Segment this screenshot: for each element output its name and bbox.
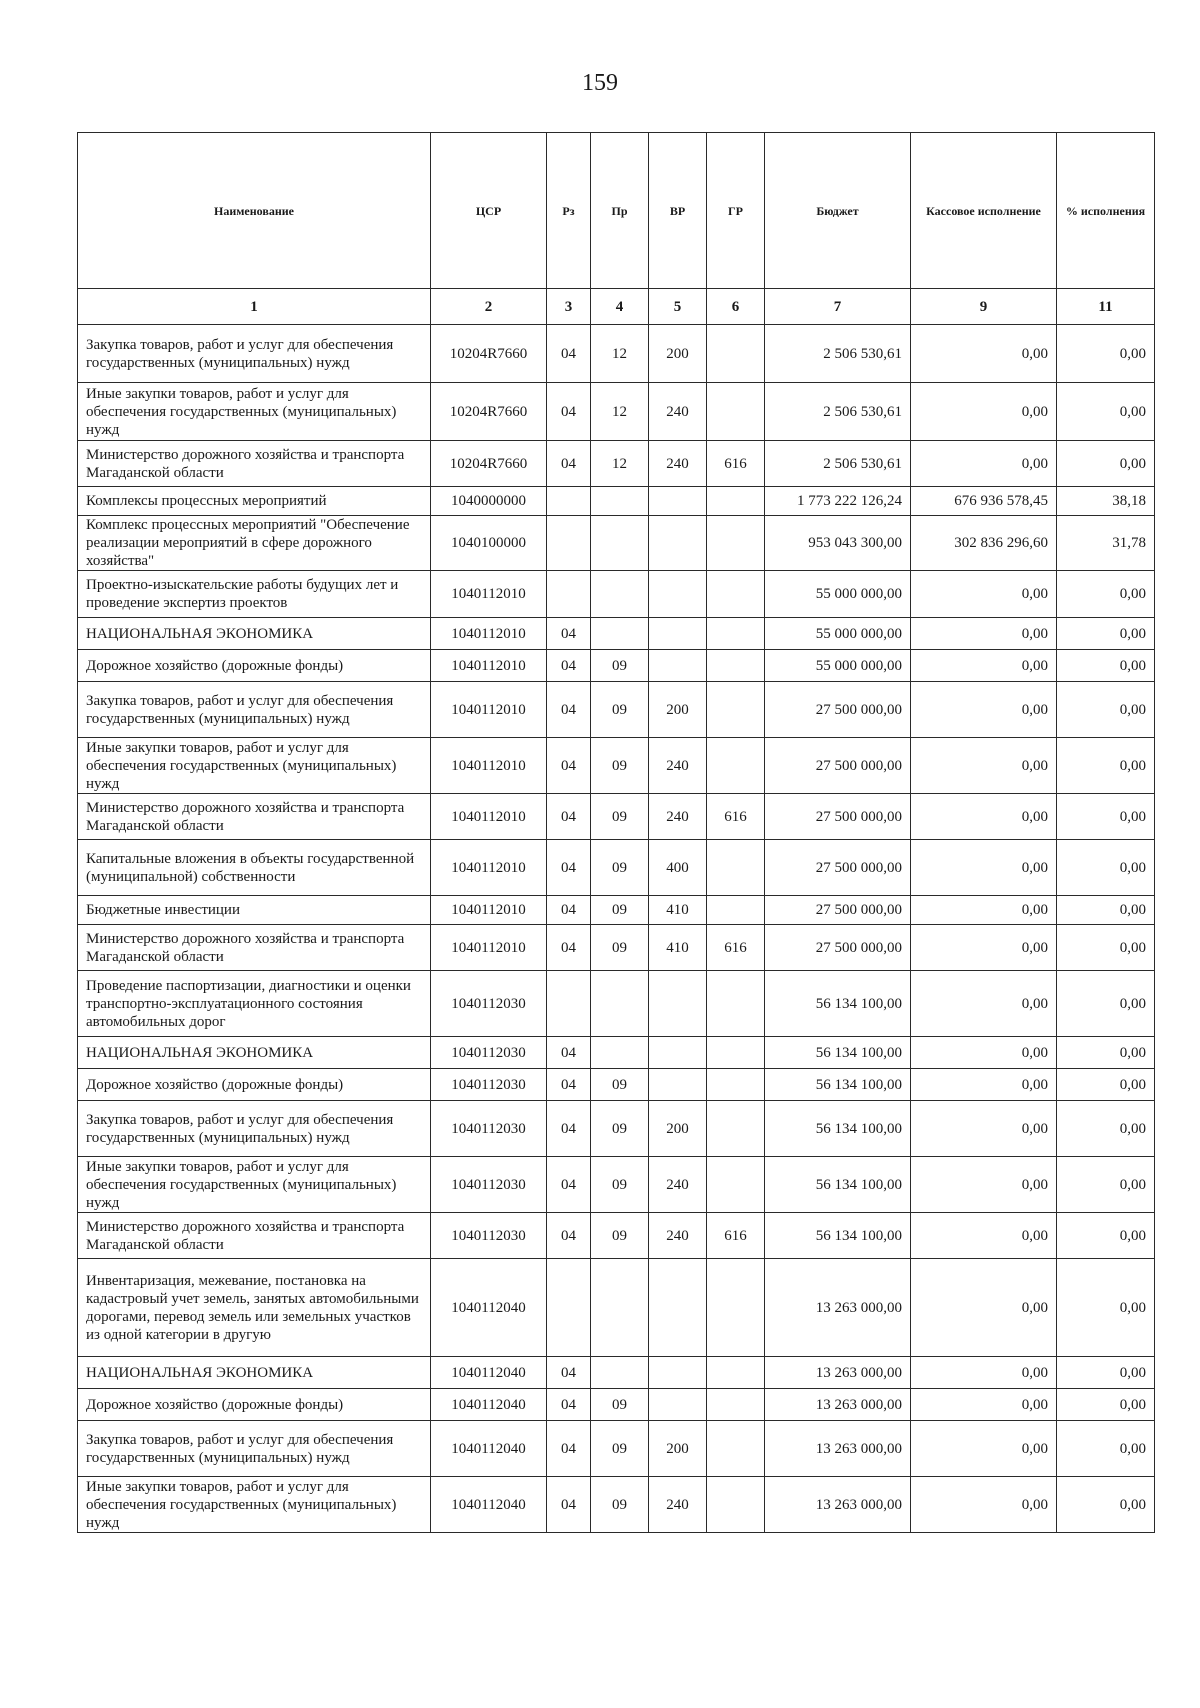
cell-vr: 240 [649, 441, 707, 487]
cell-rz: 04 [547, 383, 591, 441]
table-row [78, 1389, 1155, 1421]
cell-name: НАЦИОНАЛЬНАЯ ЭКОНОМИКА [78, 1037, 431, 1069]
cell-gr: 616 [707, 1213, 765, 1259]
cell-kassovoe: 0,00 [911, 383, 1057, 441]
cell-rz: 04 [547, 840, 591, 896]
cell-budget: 56 134 100,00 [765, 1101, 911, 1157]
cell-gr [707, 571, 765, 618]
cell-csr: 1040112010 [431, 650, 547, 682]
cell-kassovoe: 0,00 [911, 1421, 1057, 1477]
page-number: 159 [582, 70, 618, 96]
budget-execution-table [77, 132, 1155, 1533]
header-vr: ВР [649, 133, 707, 289]
header-kassovoe: Кассовое исполнение [911, 133, 1057, 289]
cell-rz: 04 [547, 794, 591, 840]
cell-rz: 04 [547, 618, 591, 650]
cell-csr: 1040112030 [431, 1037, 547, 1069]
cell-name: Закупка товаров, работ и услуг для обеспечения государственных (муниципальных) нужд [78, 325, 431, 383]
cell-csr: 1040112040 [431, 1389, 547, 1421]
cell-csr: 1040112010 [431, 618, 547, 650]
cell-budget: 13 263 000,00 [765, 1389, 911, 1421]
cell-budget: 2 506 530,61 [765, 325, 911, 383]
cell-percent: 0,00 [1057, 1037, 1155, 1069]
cell-percent: 0,00 [1057, 971, 1155, 1037]
cell-pr: 09 [591, 794, 649, 840]
cell-rz: 04 [547, 1157, 591, 1213]
cell-budget: 56 134 100,00 [765, 1069, 911, 1101]
header-budget: Бюджет [765, 133, 911, 289]
header-percent: % исполнения [1057, 133, 1155, 289]
cell-name: Капитальные вложения в объекты государственной (муниципальной) собственности [78, 840, 431, 896]
column-number: 5 [649, 289, 707, 325]
cell-pr: 09 [591, 896, 649, 925]
table-row [78, 1069, 1155, 1101]
cell-rz: 04 [547, 441, 591, 487]
cell-kassovoe: 0,00 [911, 840, 1057, 896]
cell-kassovoe: 0,00 [911, 1157, 1057, 1213]
table-row [78, 925, 1155, 971]
cell-percent: 0,00 [1057, 441, 1155, 487]
cell-rz [547, 971, 591, 1037]
cell-vr: 410 [649, 925, 707, 971]
cell-vr: 200 [649, 682, 707, 738]
cell-csr: 1040000000 [431, 487, 547, 516]
cell-gr [707, 682, 765, 738]
cell-budget: 27 500 000,00 [765, 738, 911, 794]
cell-pr: 09 [591, 1069, 649, 1101]
cell-gr: 616 [707, 441, 765, 487]
cell-gr [707, 1101, 765, 1157]
cell-rz: 04 [547, 1421, 591, 1477]
cell-pr: 12 [591, 325, 649, 383]
cell-budget: 27 500 000,00 [765, 896, 911, 925]
cell-budget: 1 773 222 126,24 [765, 487, 911, 516]
cell-kassovoe: 0,00 [911, 1037, 1057, 1069]
cell-vr: 240 [649, 738, 707, 794]
cell-rz: 04 [547, 1477, 591, 1533]
cell-rz: 04 [547, 1213, 591, 1259]
cell-vr [649, 1389, 707, 1421]
cell-budget: 13 263 000,00 [765, 1259, 911, 1357]
table-row [78, 487, 1155, 516]
cell-percent: 0,00 [1057, 618, 1155, 650]
cell-kassovoe: 0,00 [911, 618, 1057, 650]
cell-pr [591, 618, 649, 650]
column-number: 1 [78, 289, 431, 325]
cell-percent: 0,00 [1057, 1157, 1155, 1213]
cell-rz: 04 [547, 1037, 591, 1069]
cell-pr [591, 571, 649, 618]
cell-csr: 1040100000 [431, 516, 547, 571]
cell-gr [707, 1477, 765, 1533]
column-number: 4 [591, 289, 649, 325]
cell-budget: 55 000 000,00 [765, 571, 911, 618]
cell-name: Иные закупки товаров, работ и услуг для обеспечения государственных (муниципальных) нужд [78, 1477, 431, 1533]
table-row [78, 325, 1155, 383]
cell-csr: 1040112040 [431, 1357, 547, 1389]
cell-percent: 0,00 [1057, 682, 1155, 738]
table-row [78, 896, 1155, 925]
column-number-row [78, 289, 1155, 325]
cell-name: Дорожное хозяйство (дорожные фонды) [78, 1069, 431, 1101]
table-body [78, 325, 1155, 1533]
cell-csr: 1040112010 [431, 571, 547, 618]
cell-rz [547, 571, 591, 618]
cell-kassovoe: 0,00 [911, 896, 1057, 925]
cell-gr [707, 516, 765, 571]
table-row [78, 650, 1155, 682]
cell-percent: 31,78 [1057, 516, 1155, 571]
table-row [78, 1037, 1155, 1069]
cell-vr [649, 1259, 707, 1357]
cell-budget: 56 134 100,00 [765, 1037, 911, 1069]
cell-percent: 38,18 [1057, 487, 1155, 516]
cell-kassovoe: 0,00 [911, 925, 1057, 971]
cell-gr: 616 [707, 794, 765, 840]
cell-kassovoe: 0,00 [911, 650, 1057, 682]
cell-name: Закупка товаров, работ и услуг для обеспечения государственных (муниципальных) нужд [78, 1101, 431, 1157]
table-row [78, 383, 1155, 441]
cell-rz: 04 [547, 1069, 591, 1101]
cell-pr: 09 [591, 682, 649, 738]
cell-name: НАЦИОНАЛЬНАЯ ЭКОНОМИКА [78, 618, 431, 650]
cell-pr: 09 [591, 840, 649, 896]
cell-rz [547, 516, 591, 571]
cell-vr: 200 [649, 1101, 707, 1157]
header-csr: ЦСР [431, 133, 547, 289]
cell-vr: 410 [649, 896, 707, 925]
cell-pr: 09 [591, 1477, 649, 1533]
cell-rz: 04 [547, 896, 591, 925]
cell-budget: 56 134 100,00 [765, 1213, 911, 1259]
cell-gr [707, 896, 765, 925]
cell-budget: 2 506 530,61 [765, 441, 911, 487]
cell-percent: 0,00 [1057, 1213, 1155, 1259]
cell-rz: 04 [547, 650, 591, 682]
cell-budget: 56 134 100,00 [765, 971, 911, 1037]
cell-rz: 04 [547, 925, 591, 971]
cell-name: Закупка товаров, работ и услуг для обеспечения государственных (муниципальных) нужд [78, 1421, 431, 1477]
cell-name: Закупка товаров, работ и услуг для обеспечения государственных (муниципальных) нужд [78, 682, 431, 738]
column-number: 9 [911, 289, 1057, 325]
cell-gr [707, 487, 765, 516]
cell-csr: 1040112010 [431, 925, 547, 971]
cell-vr [649, 650, 707, 682]
table-row [78, 1157, 1155, 1213]
cell-vr [649, 516, 707, 571]
cell-budget: 27 500 000,00 [765, 925, 911, 971]
cell-rz: 04 [547, 1357, 591, 1389]
cell-csr: 1040112030 [431, 1101, 547, 1157]
cell-vr [649, 1037, 707, 1069]
cell-pr: 09 [591, 1213, 649, 1259]
cell-percent: 0,00 [1057, 1357, 1155, 1389]
cell-gr [707, 840, 765, 896]
cell-budget: 55 000 000,00 [765, 650, 911, 682]
table-row [78, 441, 1155, 487]
cell-vr: 240 [649, 383, 707, 441]
table-row [78, 971, 1155, 1037]
header-gr: ГР [707, 133, 765, 289]
cell-kassovoe: 302 836 296,60 [911, 516, 1057, 571]
cell-gr [707, 1421, 765, 1477]
cell-rz [547, 487, 591, 516]
cell-csr: 1040112010 [431, 794, 547, 840]
cell-name: Проектно-изыскательские работы будущих лет и проведение экспертиз проектов [78, 571, 431, 618]
cell-budget: 27 500 000,00 [765, 682, 911, 738]
cell-csr: 1040112010 [431, 682, 547, 738]
cell-kassovoe: 0,00 [911, 441, 1057, 487]
cell-pr: 09 [591, 1101, 649, 1157]
cell-kassovoe: 0,00 [911, 1389, 1057, 1421]
table-row [78, 1357, 1155, 1389]
cell-budget: 55 000 000,00 [765, 618, 911, 650]
cell-vr [649, 487, 707, 516]
cell-budget: 2 506 530,61 [765, 383, 911, 441]
cell-kassovoe: 0,00 [911, 971, 1057, 1037]
cell-name: Иные закупки товаров, работ и услуг для обеспечения государственных (муниципальных) нужд [78, 1157, 431, 1213]
cell-name: Министерство дорожного хозяйства и транспорта Магаданской области [78, 1213, 431, 1259]
cell-csr: 10204R7660 [431, 383, 547, 441]
table-row [78, 1101, 1155, 1157]
table-row [78, 840, 1155, 896]
cell-name: Бюджетные инвестиции [78, 896, 431, 925]
cell-pr [591, 1037, 649, 1069]
cell-kassovoe: 0,00 [911, 325, 1057, 383]
cell-gr [707, 1357, 765, 1389]
cell-rz: 04 [547, 1101, 591, 1157]
cell-vr [649, 618, 707, 650]
cell-gr [707, 325, 765, 383]
cell-gr: 616 [707, 925, 765, 971]
cell-csr: 1040112040 [431, 1477, 547, 1533]
cell-gr [707, 1037, 765, 1069]
cell-vr: 200 [649, 1421, 707, 1477]
cell-percent: 0,00 [1057, 1389, 1155, 1421]
cell-budget: 27 500 000,00 [765, 794, 911, 840]
cell-pr: 09 [591, 738, 649, 794]
cell-percent: 0,00 [1057, 738, 1155, 794]
cell-budget: 13 263 000,00 [765, 1357, 911, 1389]
table-row [78, 1477, 1155, 1533]
cell-gr [707, 738, 765, 794]
cell-pr: 12 [591, 441, 649, 487]
cell-name: Министерство дорожного хозяйства и транспорта Магаданской области [78, 441, 431, 487]
table-row [78, 1213, 1155, 1259]
column-number: 2 [431, 289, 547, 325]
cell-rz: 04 [547, 682, 591, 738]
cell-name: Иные закупки товаров, работ и услуг для обеспечения государственных (муниципальных) нужд [78, 738, 431, 794]
header-row [78, 133, 1155, 289]
cell-csr: 1040112030 [431, 1213, 547, 1259]
cell-csr: 10204R7660 [431, 325, 547, 383]
cell-pr [591, 516, 649, 571]
cell-vr [649, 1357, 707, 1389]
cell-name: Министерство дорожного хозяйства и транспорта Магаданской области [78, 794, 431, 840]
cell-csr: 1040112010 [431, 896, 547, 925]
cell-vr: 240 [649, 1477, 707, 1533]
cell-vr: 240 [649, 1213, 707, 1259]
cell-rz: 04 [547, 738, 591, 794]
cell-kassovoe: 676 936 578,45 [911, 487, 1057, 516]
cell-percent: 0,00 [1057, 571, 1155, 618]
header-name: Наименование [78, 133, 431, 289]
cell-budget: 27 500 000,00 [765, 840, 911, 896]
cell-pr: 09 [591, 1421, 649, 1477]
cell-percent: 0,00 [1057, 1101, 1155, 1157]
cell-percent: 0,00 [1057, 1421, 1155, 1477]
cell-kassovoe: 0,00 [911, 1213, 1057, 1259]
cell-percent: 0,00 [1057, 383, 1155, 441]
table-row [78, 682, 1155, 738]
cell-budget: 13 263 000,00 [765, 1477, 911, 1533]
cell-gr [707, 650, 765, 682]
cell-rz [547, 1259, 591, 1357]
cell-kassovoe: 0,00 [911, 1069, 1057, 1101]
cell-gr [707, 383, 765, 441]
cell-kassovoe: 0,00 [911, 1357, 1057, 1389]
header-rz: Рз [547, 133, 591, 289]
cell-name: Иные закупки товаров, работ и услуг для обеспечения государственных (муниципальных) нужд [78, 383, 431, 441]
cell-budget: 953 043 300,00 [765, 516, 911, 571]
cell-pr: 09 [591, 1157, 649, 1213]
cell-kassovoe: 0,00 [911, 1477, 1057, 1533]
cell-gr [707, 1069, 765, 1101]
cell-percent: 0,00 [1057, 1259, 1155, 1357]
cell-kassovoe: 0,00 [911, 571, 1057, 618]
column-number: 7 [765, 289, 911, 325]
table-row [78, 1259, 1155, 1357]
cell-csr: 1040112030 [431, 1157, 547, 1213]
table-row [78, 1421, 1155, 1477]
cell-kassovoe: 0,00 [911, 1259, 1057, 1357]
cell-vr [649, 1069, 707, 1101]
cell-name: НАЦИОНАЛЬНАЯ ЭКОНОМИКА [78, 1357, 431, 1389]
cell-gr [707, 971, 765, 1037]
table-row [78, 571, 1155, 618]
cell-percent: 0,00 [1057, 896, 1155, 925]
cell-vr [649, 971, 707, 1037]
cell-kassovoe: 0,00 [911, 794, 1057, 840]
cell-csr: 1040112030 [431, 971, 547, 1037]
cell-pr: 09 [591, 1389, 649, 1421]
header-pr: Пр [591, 133, 649, 289]
cell-pr [591, 487, 649, 516]
cell-gr [707, 1157, 765, 1213]
cell-pr [591, 1259, 649, 1357]
cell-kassovoe: 0,00 [911, 1101, 1057, 1157]
cell-vr: 240 [649, 794, 707, 840]
cell-name: Комплекс процессных мероприятий "Обеспечение реализации мероприятий в сфере дорожного хозяйства" [78, 516, 431, 571]
cell-name: Проведение паспортизации, диагностики и оценки транспортно-эксплуатационного состояния автомобильных дорог [78, 971, 431, 1037]
cell-percent: 0,00 [1057, 650, 1155, 682]
cell-percent: 0,00 [1057, 325, 1155, 383]
column-number: 3 [547, 289, 591, 325]
cell-rz: 04 [547, 1389, 591, 1421]
cell-csr: 1040112010 [431, 738, 547, 794]
cell-csr: 1040112010 [431, 840, 547, 896]
cell-pr [591, 1357, 649, 1389]
cell-rz: 04 [547, 325, 591, 383]
cell-kassovoe: 0,00 [911, 682, 1057, 738]
cell-pr: 09 [591, 925, 649, 971]
column-number: 11 [1057, 289, 1155, 325]
cell-name: Министерство дорожного хозяйства и транспорта Магаданской области [78, 925, 431, 971]
cell-name: Комплексы процессных мероприятий [78, 487, 431, 516]
cell-pr: 12 [591, 383, 649, 441]
cell-kassovoe: 0,00 [911, 738, 1057, 794]
cell-vr: 200 [649, 325, 707, 383]
cell-name: Инвентаризация, межевание, постановка на кадастровый учет земель, занятых автомобильными дорогами, перевод земель или земельных участков из одной категории в другую [78, 1259, 431, 1357]
table-row [78, 618, 1155, 650]
column-number: 6 [707, 289, 765, 325]
cell-gr [707, 1259, 765, 1357]
cell-vr [649, 571, 707, 618]
cell-csr: 1040112030 [431, 1069, 547, 1101]
cell-vr: 240 [649, 1157, 707, 1213]
cell-pr [591, 971, 649, 1037]
cell-percent: 0,00 [1057, 1069, 1155, 1101]
cell-pr: 09 [591, 650, 649, 682]
cell-name: Дорожное хозяйство (дорожные фонды) [78, 1389, 431, 1421]
cell-gr [707, 618, 765, 650]
table-row [78, 794, 1155, 840]
cell-budget: 13 263 000,00 [765, 1421, 911, 1477]
cell-csr: 1040112040 [431, 1259, 547, 1357]
cell-budget: 56 134 100,00 [765, 1157, 911, 1213]
table-row [78, 516, 1155, 571]
cell-csr: 1040112040 [431, 1421, 547, 1477]
cell-percent: 0,00 [1057, 1477, 1155, 1533]
cell-percent: 0,00 [1057, 794, 1155, 840]
cell-percent: 0,00 [1057, 840, 1155, 896]
cell-gr [707, 1389, 765, 1421]
cell-percent: 0,00 [1057, 925, 1155, 971]
cell-vr: 400 [649, 840, 707, 896]
table-row [78, 738, 1155, 794]
cell-name: Дорожное хозяйство (дорожные фонды) [78, 650, 431, 682]
cell-csr: 10204R7660 [431, 441, 547, 487]
